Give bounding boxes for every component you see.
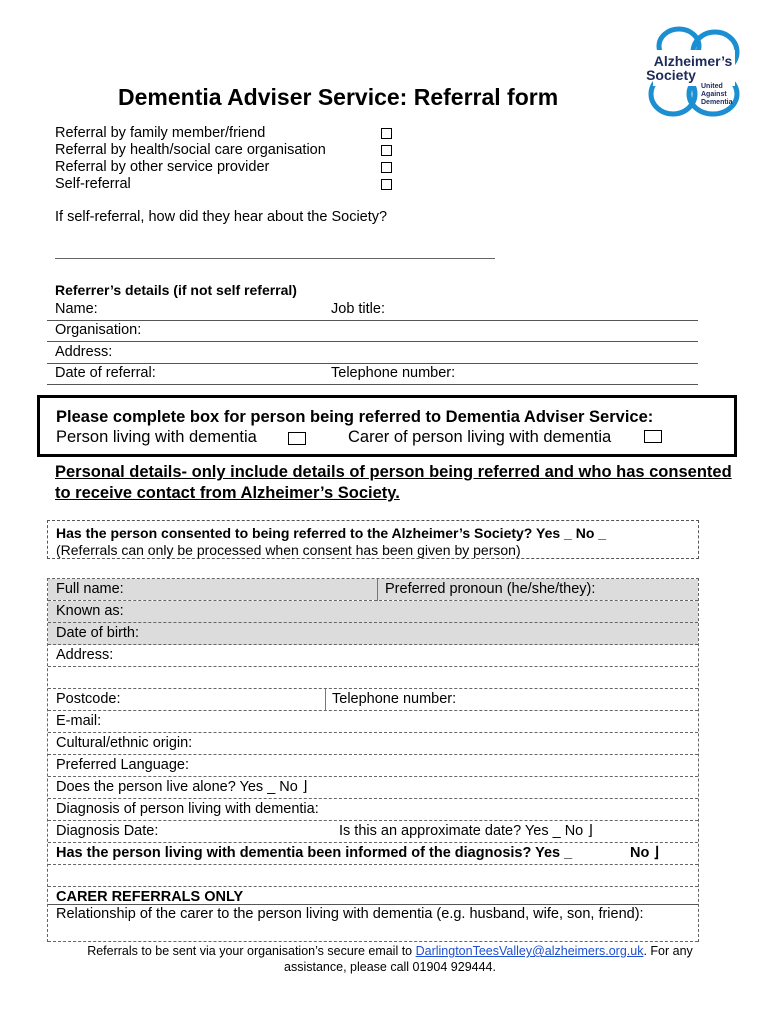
svg-text:Against: Against [701,91,727,98]
address-label: Address: [56,647,114,663]
diagnosis-label: Diagnosis of person living with dementia: [56,801,319,817]
person-type-heading: Please complete box for person being referred to Dementia Adviser Service: [56,408,654,426]
relationship-label: Relationship of the carer to the person living with dementia (e.g. husband, wife, son, friend): [56,906,644,922]
consent-box [47,520,699,559]
full-name-label: Full name: [56,581,124,597]
telephone-label: Telephone number: [332,691,457,707]
referrer-heading: Referrer’s details (if not self referral) [55,282,297,298]
person-living-checkbox[interactable] [288,432,306,445]
informed-row[interactable] [48,843,698,865]
informed-label: Has the person living with dementia been informed of the diagnosis? Yes _ [56,845,573,861]
referral-self-checkbox[interactable] [381,179,392,190]
svg-text:United: United [701,83,723,90]
known-as-label: Known as: [56,603,124,619]
personal-details-table [47,578,699,942]
address-row[interactable] [48,645,698,667]
referrer-date-row[interactable] [47,363,698,385]
informed-no-label: No ⌋ [630,845,660,861]
diagnosis-row[interactable] [48,799,698,821]
person-type-box [37,395,737,457]
dob-label: Date of birth: [56,625,140,641]
pronoun-label: Preferred pronoun (he/she/they): [385,581,596,597]
language-label: Preferred Language: [56,757,190,773]
address-row-2[interactable] [48,667,698,689]
svg-text:Alzheimer’s: Alzheimer’s [653,53,733,69]
footer-phone-text: assistance, please call 01904 929444. [284,960,496,974]
footer-text: Referrals to be sent via your organisation’s secure email to [87,944,416,958]
known-as-row[interactable] [48,601,698,623]
referral-family-checkbox[interactable] [381,128,392,139]
postcode-label: Postcode: [56,691,121,707]
origin-label: Cultural/ethnic origin: [56,735,193,751]
personal-details-heading: Personal details- only include details of person being referred and who has consented to receive contact from Alzheimer’s Society. [55,463,732,502]
referral-type-family: Referral by family member/friend [55,125,266,141]
referrer-address-row[interactable] [47,342,698,364]
email-row[interactable] [48,711,698,733]
self-referral-answer-line[interactable] [55,258,495,259]
footer-email-link[interactable]: DarlingtonTeesValley@alzheimers.org.uk [415,944,644,958]
referrer-organisation-label: Organisation: [55,322,142,338]
footer-text-2: . For any [643,944,693,958]
email-label: E-mail: [56,713,102,729]
alzheimers-society-logo [643,22,743,118]
full-name-row[interactable] [48,579,698,601]
language-row[interactable] [48,755,698,777]
referral-type-health: Referral by health/social care organisation [55,142,326,158]
consent-question[interactable]: Has the person consented to being referred to the Alzheimer’s Society? Yes _ No _ [56,525,607,541]
referral-type-list [55,125,326,193]
page-title: Dementia Adviser Service: Referral form [118,84,559,110]
referrer-telephone-label: Telephone number: [331,365,456,381]
referrer-name-row[interactable] [47,299,698,321]
referral-type-self: Self-referral [55,176,131,192]
carer-heading-row [48,887,698,905]
approx-date-label: Is this an approximate date? Yes _ No ⌋ [339,823,593,839]
referral-provider-checkbox[interactable] [381,162,392,173]
live-alone-label: Does the person live alone? Yes _ No ⌋ [56,779,308,795]
origin-row[interactable] [48,733,698,755]
dob-row[interactable] [48,623,698,645]
svg-text:Dementia: Dementia [701,99,733,106]
referrer-name-label: Name: [55,301,98,317]
spacer-row [48,865,698,887]
referrer-organisation-row[interactable] [47,320,698,342]
postcode-row[interactable] [48,689,698,711]
diagnosis-date-row[interactable] [48,821,698,843]
person-type-option1: Person living with dementia [56,428,257,446]
self-referral-question: If self-referral, how did they hear about the Society? [55,209,388,225]
carer-checkbox[interactable] [644,430,662,443]
consent-note: (Referrals can only be processed when consent has been given by person) [56,542,521,558]
person-type-option2: Carer of person living with dementia [348,428,612,446]
referrer-address-label: Address: [55,344,113,360]
live-alone-row[interactable] [48,777,698,799]
diagnosis-date-label: Diagnosis Date: [56,823,159,839]
carer-heading: CARER REFERRALS ONLY [56,889,244,905]
referral-health-checkbox[interactable] [381,145,392,156]
referrer-date-label: Date of referral: [55,365,156,381]
footer-note [60,943,720,975]
svg-text:Society: Society [646,67,696,83]
relationship-row[interactable] [48,905,698,942]
referrer-job-label: Job title: [331,301,385,317]
referral-type-provider: Referral by other service provider [55,159,270,175]
